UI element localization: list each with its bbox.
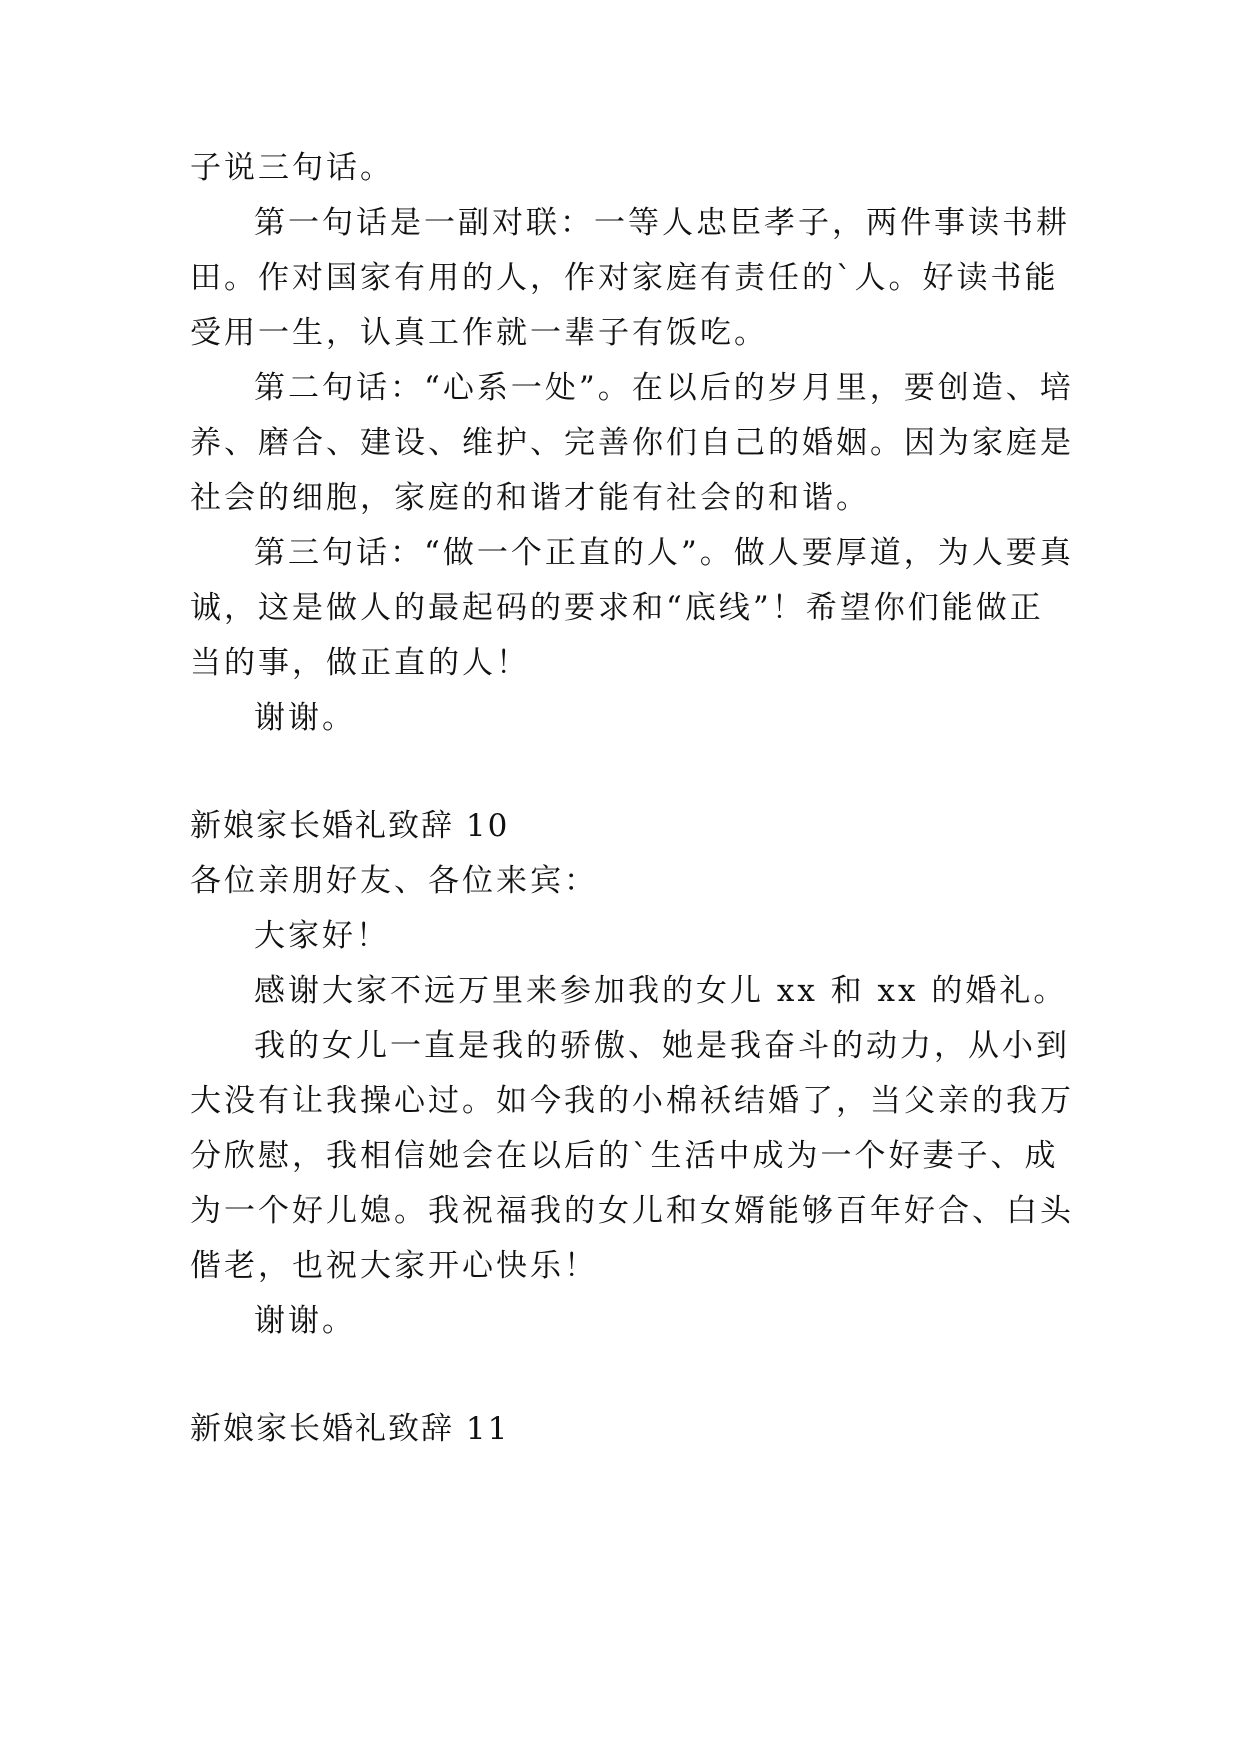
paragraph-line: 为一个好儿媳。我祝福我的女儿和女婿能够百年好合、白头 [190,1193,1074,1229]
section-heading-10: 新娘家长婚礼致辞 10 [190,808,510,844]
paragraph-line: 我的女儿一直是我的骄傲、她是我奋斗的动力，从小到 [254,1028,1070,1064]
paragraph-continuation: 子说三句话。 [190,150,394,186]
paragraph-line: 当的事，做正直的人！ [190,645,530,681]
paragraph-line: 受用一生，认真工作就一辈子有饭吃。 [190,315,768,351]
paragraph-line: 社会的细胞，家庭的和谐才能有社会的和谐。 [190,480,870,516]
paragraph-line: 大没有让我操心过。如今我的小棉袄结婚了，当父亲的我万 [190,1083,1074,1119]
paragraph-line: 第二句话：“心系一处”。在以后的岁月里，要创造、培 [254,370,1074,406]
paragraph-line: 分欣慰，我相信她会在以后的`生活中成为一个好妻子、成 [190,1138,1059,1174]
section-heading-11: 新娘家长婚礼致辞 11 [190,1411,510,1447]
paragraph-line: 田。作对国家有用的人，作对家庭有责任的`人。好读书能 [190,260,1059,296]
salutation: 各位亲朋好友、各位来宾： [190,863,598,899]
greeting: 大家好！ [254,918,390,954]
paragraph-line: 第一句话是一副对联：一等人忠臣孝子，两件事读书耕 [254,205,1070,241]
paragraph-line: 感谢大家不远万里来参加我的女儿 xx 和 xx 的婚礼。 [254,973,1068,1009]
paragraph-line: 偕老，也祝大家开心快乐！ [190,1248,598,1284]
closing-thanks: 谢谢。 [254,700,356,736]
paragraph-line: 诚，这是做人的最起码的要求和“底线”！希望你们能做正 [190,590,1044,626]
closing-thanks: 谢谢。 [254,1303,356,1339]
paragraph-line: 第三句话：“做一个正直的人”。做人要厚道，为人要真 [254,535,1074,571]
paragraph-line: 养、磨合、建设、维护、完善你们自己的婚姻。因为家庭是 [190,425,1074,461]
